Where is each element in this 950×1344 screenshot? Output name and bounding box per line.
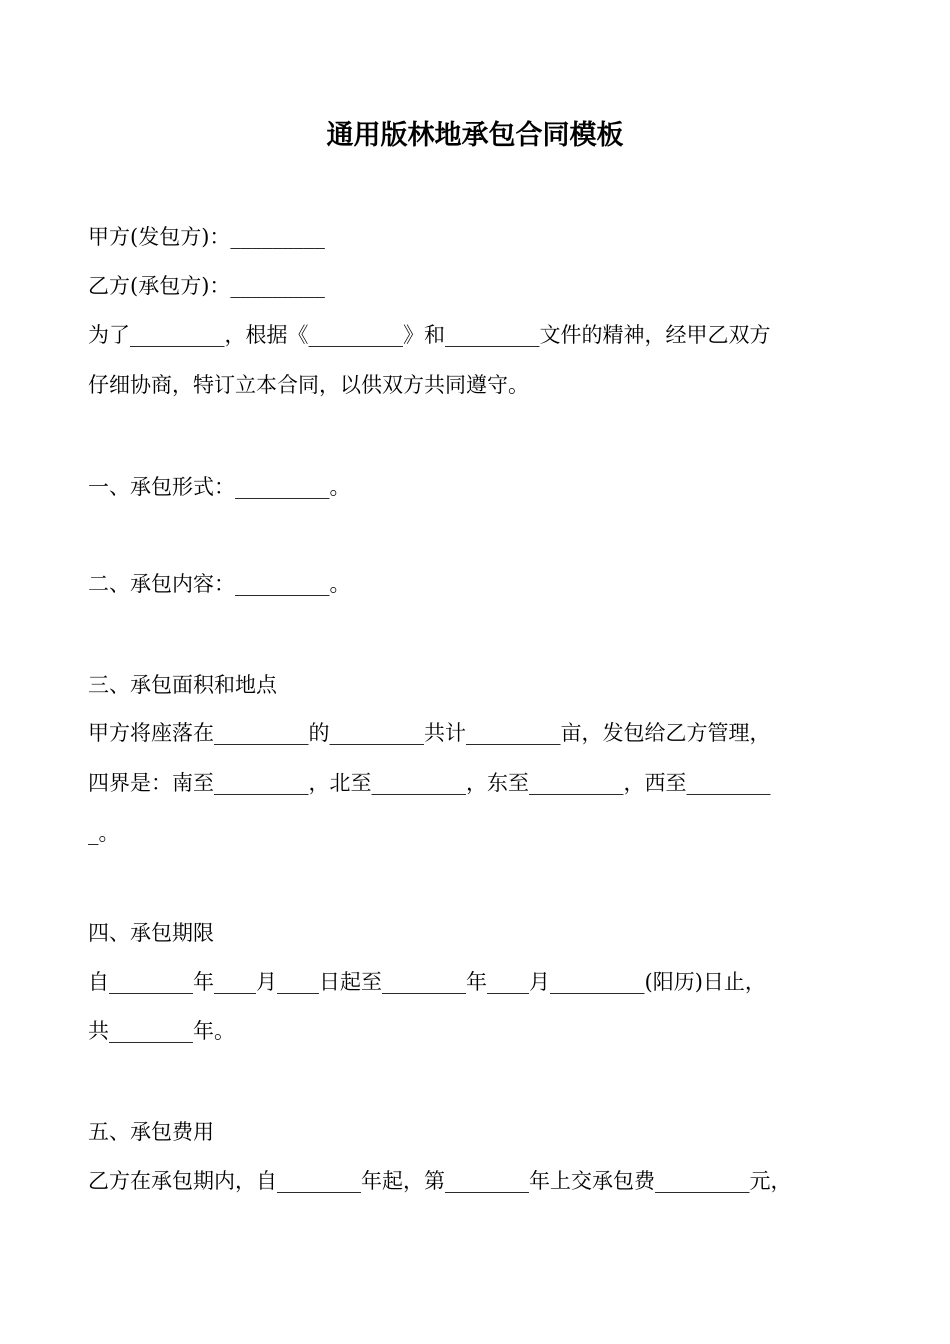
party-a-line: 甲方(发包方)：_________: [88, 225, 325, 249]
section-5-body-line-1: 乙方在承包期内，自________年起，第________年上交承包费_________元，: [88, 1169, 792, 1193]
section-3-body-line-3: _。: [88, 821, 120, 845]
section-5-heading: 五、承包费用: [88, 1120, 214, 1144]
section-4-body-line-2: 共________年。: [88, 1019, 235, 1043]
section-3-body-line-1: 甲方将座落在_________的_________共计_________亩，发包给乙方管理，: [88, 721, 771, 745]
section-2-contract-content: 二、承包内容：_________。: [88, 572, 351, 596]
section-3-body-line-2: 四界是：南至_________，北至_________，东至_________，西至________: [88, 771, 771, 795]
document-title: 通用版林地承包合同模板: [326, 120, 624, 151]
party-b-line: 乙方(承包方)：_________: [88, 274, 325, 298]
section-3-heading: 三、承包面积和地点: [88, 673, 277, 697]
section-1-contract-form: 一、承包形式：_________。: [88, 475, 351, 499]
preamble-line-2: 仔细协商，特订立本合同，以供双方共同遵守。: [88, 373, 529, 397]
section-4-body-line-1: 自________年____月____日起至________年____月_________(阳历)日止，: [88, 970, 766, 994]
preamble-line-1: 为了_________，根据《_________》和_________文件的精神，经甲乙双方: [88, 323, 771, 347]
section-4-heading: 四、承包期限: [88, 921, 214, 945]
